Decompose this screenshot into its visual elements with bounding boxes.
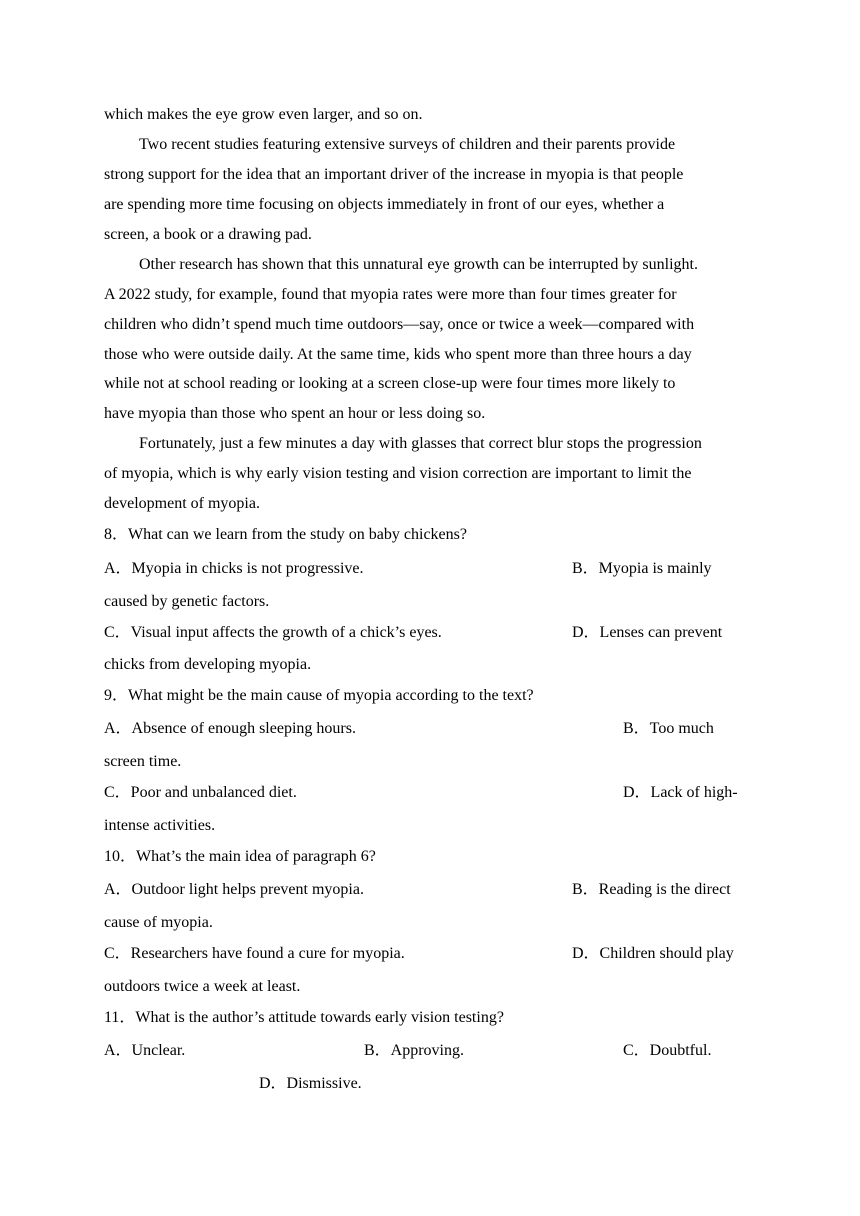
passage-line: of myopia, which is why early vision testing and vision correction are important to limit the bbox=[104, 465, 692, 482]
q8-option-a[interactable]: A．Myopia in chicks is not progressive. bbox=[104, 560, 364, 577]
q10-option-b[interactable]: B．Reading is the direct bbox=[572, 881, 731, 898]
question-stem-10: 10．What’s the main idea of paragraph 6? bbox=[104, 848, 376, 865]
passage-line: those who were outside daily. At the same time, kids who spent more than three hours a day bbox=[104, 346, 692, 363]
q8-option-d-continued: chicks from developing myopia. bbox=[104, 656, 312, 673]
passage-line: are spending more time focusing on objects immediately in front of our eyes, whether a bbox=[104, 196, 665, 213]
passage-line: strong support for the idea that an important driver of the increase in myopia is that people bbox=[104, 166, 684, 183]
question-stem-11: 11．What is the author’s attitude towards early vision testing? bbox=[104, 1009, 504, 1026]
q11-option-b[interactable]: B．Approving. bbox=[364, 1042, 465, 1059]
q11-option-c[interactable]: C．Doubtful. bbox=[623, 1042, 712, 1059]
q10-option-d[interactable]: D．Children should play bbox=[572, 945, 734, 962]
passage-line: which makes the eye grow even larger, and so on. bbox=[104, 106, 423, 123]
passage-line: children who didn’t spend much time outdoors—say, once or twice a week—compared with bbox=[104, 316, 695, 333]
q8-option-c[interactable]: C．Visual input affects the growth of a chick’s eyes. bbox=[104, 624, 442, 641]
q10-option-b-continued: cause of myopia. bbox=[104, 914, 213, 931]
passage-line: development of myopia. bbox=[104, 495, 260, 512]
q9-option-d[interactable]: D．Lack of high- bbox=[623, 784, 738, 801]
q8-option-d[interactable]: D．Lenses can prevent bbox=[572, 624, 723, 641]
question-stem-9: 9．What might be the main cause of myopia according to the text? bbox=[104, 687, 534, 704]
q9-option-b-continued: screen time. bbox=[104, 753, 182, 770]
passage-line: A 2022 study, for example, found that myopia rates were more than four times greater for bbox=[104, 286, 677, 303]
passage-line: Other research has shown that this unnatural eye growth can be interrupted by sunlight. bbox=[139, 256, 698, 273]
passage-line: have myopia than those who spent an hour or less doing so. bbox=[104, 405, 486, 422]
q10-option-c[interactable]: C．Researchers have found a cure for myopia. bbox=[104, 945, 405, 962]
passage-line: Two recent studies featuring extensive surveys of children and their parents provide bbox=[139, 136, 676, 153]
passage-line: Fortunately, just a few minutes a day with glasses that correct blur stops the progression bbox=[139, 435, 702, 452]
q9-option-d-continued: intense activities. bbox=[104, 817, 216, 834]
q10-option-d-continued: outdoors twice a week at least. bbox=[104, 978, 301, 995]
q11-option-a[interactable]: A．Unclear. bbox=[104, 1042, 186, 1059]
q9-option-a[interactable]: A．Absence of enough sleeping hours. bbox=[104, 720, 356, 737]
q10-option-a[interactable]: A．Outdoor light helps prevent myopia. bbox=[104, 881, 364, 898]
passage-line: screen, a book or a drawing pad. bbox=[104, 226, 312, 243]
q8-option-b[interactable]: B．Myopia is mainly bbox=[572, 560, 712, 577]
q9-option-b[interactable]: B．Too much bbox=[623, 720, 714, 737]
q8-option-b-continued: caused by genetic factors. bbox=[104, 593, 270, 610]
q11-option-d[interactable]: D．Dismissive. bbox=[259, 1075, 362, 1092]
passage-line: while not at school reading or looking at a screen close-up were four times more likely to bbox=[104, 375, 676, 392]
q9-option-c[interactable]: C．Poor and unbalanced diet. bbox=[104, 784, 297, 801]
question-stem-8: 8．What can we learn from the study on baby chickens? bbox=[104, 526, 467, 543]
